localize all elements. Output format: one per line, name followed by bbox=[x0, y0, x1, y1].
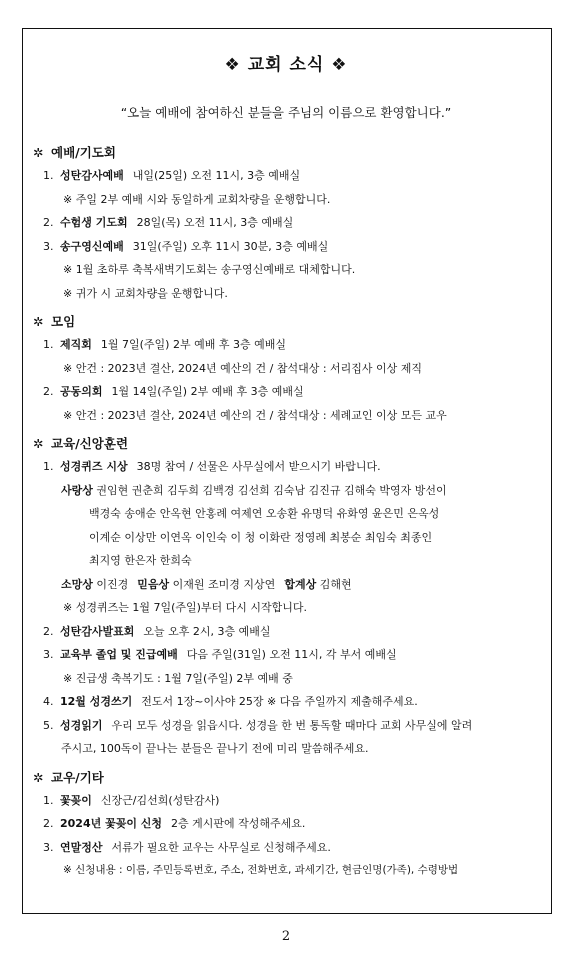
list-item: 2. 성탄감사발표회 오늘 오후 2시, 3층 예배실 bbox=[43, 624, 271, 638]
item-text: 2층 게시판에 작성해주세요. bbox=[171, 817, 306, 830]
note: ※ 귀가 시 교회차량을 운행합니다. bbox=[63, 286, 228, 300]
note: ※ 신청내용 : 이름, 주민등록번호, 주소, 전화번호, 과세기간, 현금인명(가족), 수령방법 bbox=[63, 864, 459, 876]
page-title: ❖ 교회 소식 ❖ bbox=[224, 55, 348, 75]
asterisk-icon: ✲ bbox=[33, 436, 44, 451]
award-names: 김해현 bbox=[319, 577, 352, 591]
item-text: 38명 참여 / 선물은 사무실에서 받으시기 바랍니다. bbox=[136, 460, 381, 473]
section-title: 예배/기도회 bbox=[51, 145, 116, 160]
section-worship bbox=[33, 142, 551, 305]
section-title: 모임 bbox=[51, 314, 76, 329]
item-text: 1월 7일(주일) 2부 예배 후 3층 예배실 bbox=[100, 338, 286, 351]
award-label: 사랑상 bbox=[61, 483, 93, 497]
item-label: 공동의회 bbox=[60, 385, 103, 398]
section-title: 교육/신앙훈련 bbox=[51, 436, 129, 451]
award-names: 백경숙 송애순 안옥현 안홍례 여제연 오송환 유명덕 유화영 윤은민 은옥성 bbox=[89, 507, 440, 520]
item-text: 전도서 1장~이사야 25장 ※ 다음 주일까지 제출해주세요. bbox=[141, 695, 418, 708]
award-love bbox=[33, 479, 551, 503]
item-text: 31일(주일) 오후 11시 30분, 3층 예배실 bbox=[132, 239, 329, 253]
item-text: 28일(목) 오전 11시, 3층 예배실 bbox=[136, 216, 294, 229]
item-label: 제직회 bbox=[60, 338, 92, 351]
award-label: 믿음상 bbox=[137, 577, 170, 591]
asterisk-icon: ✲ bbox=[33, 769, 44, 785]
item-label: 꽃꽂이 bbox=[60, 793, 92, 807]
item-text: 신장근/김선희(성탄감사) bbox=[100, 793, 220, 807]
item-text-continued: 주시고, 100독이 끝나는 분들은 끝나기 전에 미리 말씀해주세요. bbox=[61, 742, 369, 755]
list-item: 1. 성탄감사예배 내일(25일) 오전 11시, 3층 예배실 bbox=[43, 169, 301, 182]
item-label: 송구영신예배 bbox=[60, 239, 124, 253]
note: ※ 성경퀴즈는 1월 7일(주일)부터 다시 시작합니다. bbox=[63, 601, 308, 614]
list-item: 5. 성경읽기 우리 모두 성경을 읽읍시다. 성경을 한 번 통독할 때마다 교회 사무실에 알려 bbox=[43, 718, 473, 732]
award-label: 소망상 bbox=[61, 577, 93, 591]
section-education bbox=[33, 433, 551, 761]
asterisk-icon: ✲ bbox=[33, 314, 44, 329]
award-names: 최지영 한은자 한희숙 bbox=[89, 554, 192, 567]
award-names: 이계순 이상만 이연옥 이인숙 이 청 이화란 정영례 최봉순 최임숙 최종인 bbox=[89, 530, 433, 544]
section-heading bbox=[33, 767, 551, 789]
note: ※ 안건 : 2023년 결산, 2024년 예산의 건 / 참석대상 : 세례교인 이상 모든 교우 bbox=[63, 408, 447, 422]
list-item: 2. 수험생 기도회 28일(목) 오전 11시, 3층 예배실 bbox=[43, 216, 294, 229]
list-item: 3. 교육부 졸업 및 진급예배 다음 주일(31일) 오전 11시, 각 부서 예배실 bbox=[43, 648, 397, 661]
section-members bbox=[33, 767, 551, 883]
award-names: 이재원 조미경 지상연 bbox=[172, 577, 276, 591]
section-heading bbox=[33, 311, 551, 333]
note: ※ 안건 : 2023년 결산, 2024년 예산의 건 / 참석대상 : 서리집사 이상 제직 bbox=[63, 361, 423, 375]
section-meetings bbox=[33, 311, 551, 427]
item-label: 연말정산 bbox=[60, 840, 103, 854]
item-label: 성경읽기 bbox=[60, 718, 103, 732]
welcome-message: “오늘 예배에 참여하신 분들을 주님의 이름으로 환영합니다.” bbox=[120, 105, 452, 120]
item-text: 1월 14일(주일) 2부 예배 후 3층 예배실 bbox=[111, 385, 304, 398]
note: ※ 주일 2부 예배 시와 동일하게 교회차량을 운행합니다. bbox=[63, 192, 331, 206]
item-text: 다음 주일(31일) 오전 11시, 각 부서 예배실 bbox=[186, 648, 397, 661]
item-label: 2024년 꽃꽂이 신청 bbox=[60, 817, 163, 830]
award-names: 이진경 bbox=[96, 577, 129, 591]
item-text: 우리 모두 성경을 읽읍시다. 성경을 한 번 통독할 때마다 교회 사무실에 알려 bbox=[111, 718, 473, 732]
award-others bbox=[33, 573, 551, 597]
list-item: 2. 공동의회 1월 14일(주일) 2부 예배 후 3층 예배실 bbox=[43, 385, 304, 398]
item-label: 수험생 기도회 bbox=[60, 216, 128, 229]
item-label: 성탄감사예배 bbox=[60, 169, 124, 182]
list-item: 2. 2024년 꽃꽂이 신청 2층 게시판에 작성해주세요. bbox=[43, 817, 306, 830]
list-item: 1. 제직회 1월 7일(주일) 2부 예배 후 3층 예배실 bbox=[43, 338, 286, 351]
note: ※ 진급생 축복기도 : 1월 7일(주일) 2부 예배 중 bbox=[63, 671, 293, 685]
list-item: 3. 송구영신예배 31일(주일) 오후 11시 30분, 3층 예배실 bbox=[43, 239, 329, 253]
list-item: 3. 연말정산 서류가 필요한 교우는 사무실로 신청해주세요. bbox=[43, 840, 331, 854]
section-title: 교우/기타 bbox=[51, 769, 104, 785]
list-item: 1. 성경퀴즈 시상 38명 참여 / 선물은 사무실에서 받으시기 바랍니다. bbox=[43, 460, 381, 473]
section-heading bbox=[33, 433, 551, 455]
bulletin-content bbox=[33, 142, 551, 889]
asterisk-icon: ✲ bbox=[33, 145, 44, 160]
item-label: 성탄감사발표회 bbox=[60, 624, 135, 638]
item-label: 교육부 졸업 및 진급예배 bbox=[60, 648, 178, 661]
item-label: 12월 성경쓰기 bbox=[60, 695, 133, 708]
section-heading bbox=[33, 142, 551, 164]
list-item: 4. 12월 성경쓰기 전도서 1장~이사야 25장 ※ 다음 주일까지 제출해주세요. bbox=[43, 695, 418, 708]
note: ※ 1월 초하루 축복새벽기도회는 송구영신예배로 대체합니다. bbox=[63, 263, 356, 276]
item-text: 내일(25일) 오전 11시, 3층 예배실 bbox=[132, 169, 301, 182]
item-text: 서류가 필요한 교우는 사무실로 신청해주세요. bbox=[111, 840, 331, 854]
item-label: 성경퀴즈 시상 bbox=[60, 460, 128, 473]
page-number: 2 bbox=[281, 929, 291, 944]
item-text: 오늘 오후 2시, 3층 예배실 bbox=[143, 624, 271, 638]
award-label: 합계상 bbox=[284, 577, 317, 591]
list-item: 1. 꽃꽂이 신장근/김선희(성탄감사) bbox=[43, 793, 220, 807]
award-names: 권임현 권춘희 김두희 김백경 김선희 김숙남 김진규 김해숙 박영자 방선이 bbox=[96, 483, 447, 497]
